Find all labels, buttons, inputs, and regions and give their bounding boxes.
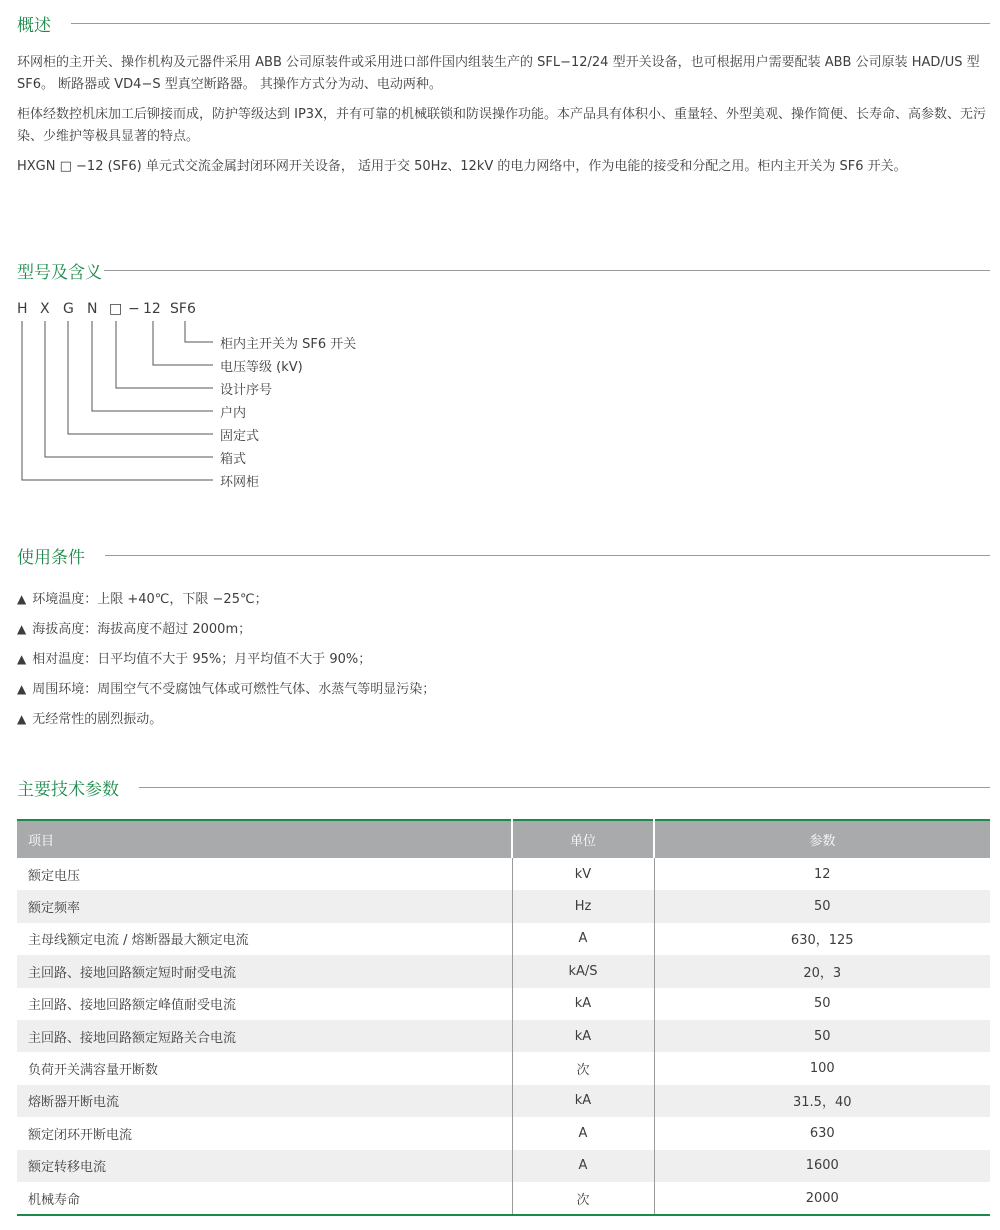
table-header-row [17, 820, 990, 858]
cell-item: 机械寿命 [28, 1192, 81, 1208]
model-code-dash: − [128, 301, 140, 317]
triangle-bullet-icon: ▲ [17, 682, 27, 696]
cell-item: 主回路、接地回路额定峰值耐受电流 [28, 998, 237, 1014]
table-row [17, 1117, 990, 1149]
section-divider [139, 787, 990, 788]
params-table [17, 819, 990, 1216]
cell-item: 额定闭环开断电流 [28, 1127, 133, 1143]
cell-value: 31.5，40 [654, 1085, 990, 1117]
cell-item: 额定电压 [28, 868, 81, 884]
cell-item: 主回路、接地回路额定短时耐受电流 [17, 955, 512, 987]
model-code-x: X [40, 301, 50, 317]
model-code-sf6: SF6 [170, 301, 196, 317]
model-code-voltage: 12 [143, 301, 161, 317]
section-title-overview: 概述 [17, 15, 51, 36]
cell-item: 负荷开关满容量开断数 [28, 1063, 159, 1079]
model-meaning-fixed: 固定式 [220, 429, 260, 444]
list-item [17, 704, 435, 734]
section-title-conditions: 使用条件 [17, 547, 85, 568]
cell-item: 主回路、接地回路额定短路关合电流 [17, 1020, 512, 1052]
list-item [17, 674, 435, 704]
section-header-params [17, 775, 990, 799]
triangle-bullet-icon: ▲ [17, 652, 27, 666]
table-row [17, 1020, 990, 1052]
cell-value: 100 [809, 1061, 835, 1077]
table-row [17, 1182, 990, 1215]
model-diagram [0, 0, 400, 500]
cell-item: 主母线额定电流 / 熔断器最大额定电流 [28, 933, 249, 949]
cell-unit: kV [512, 858, 654, 890]
model-meaning-indoor: 户内 [220, 406, 247, 421]
cell-unit: kA [512, 1085, 654, 1117]
model-meaning-sf6: 柜内主开关为 SF6 开关 [220, 337, 357, 352]
cell-value: 630 [809, 1125, 835, 1141]
model-meaning-box: 箱式 [220, 452, 247, 467]
conditions-list [17, 584, 435, 734]
model-code-design-box: □ [109, 301, 123, 317]
table-row [17, 858, 990, 890]
cell-unit: A [512, 1150, 654, 1182]
overview-paragraph-2: 柜体经数控机床加工后铆接而成，防护等级达到 IP3X，并有可靠的机械联锁和防误操作功能。本产品具有体积小、重量轻、外型美观、操作简便、长寿命、高参数、无污染、少维护等极具显著的特点。 [17, 107, 986, 144]
header-unit: 单位 [512, 820, 654, 858]
condition-text: 海拔高度：海拔高度不超过 2000m； [32, 622, 252, 637]
cell-item: 额定转移电流 [17, 1150, 512, 1182]
cell-unit: 次 [512, 1182, 654, 1215]
cell-value: 50 [654, 890, 990, 922]
table-row [17, 988, 990, 1020]
cell-value: 12 [813, 866, 831, 882]
triangle-bullet-icon: ▲ [17, 622, 27, 636]
condition-text: 相对温度：日平均值不大于 95%；月平均值不大于 90%； [32, 652, 372, 667]
cell-value: 20，3 [654, 955, 990, 987]
model-meaning-design: 设计序号 [220, 383, 273, 398]
overview-paragraph-3: HXGN □ −12 (SF6) 单元式交流金属封闭环网开关设备， 适用于交 50Hz、12kV 的电力网络中，作为电能的接受和分配之用。柜内主开关为 SF6 开关。 [17, 159, 907, 174]
cell-value: 50 [813, 996, 831, 1012]
section-header-conditions [17, 543, 990, 567]
model-meaning-ring-main: 环网柜 [220, 475, 260, 490]
cell-item: 额定频率 [17, 890, 512, 922]
model-meaning-voltage: 电压等级 (kV) [220, 360, 303, 375]
model-code-n: N [87, 301, 98, 317]
cell-unit: kA [512, 988, 654, 1020]
cell-value: 2000 [805, 1190, 839, 1206]
list-item [17, 584, 435, 614]
header-value: 参数 [654, 820, 990, 858]
condition-text: 无经常性的剧烈振动。 [32, 712, 163, 727]
section-title-params: 主要技术参数 [17, 779, 119, 800]
table-row [17, 890, 990, 922]
cell-item: 熔断器开断电流 [17, 1085, 512, 1117]
cell-unit: kA/S [512, 955, 654, 987]
condition-text: 环境温度：上限 +40℃，下限 −25℃； [32, 592, 268, 607]
table-row [17, 1052, 990, 1084]
cell-value: 630，125 [790, 933, 854, 949]
table-row [17, 1085, 990, 1117]
list-item [17, 644, 435, 674]
model-code-h: H [17, 301, 28, 317]
cell-unit: kA [512, 1020, 654, 1052]
table-row [17, 955, 990, 987]
section-title-model: 型号及含义 [17, 262, 102, 283]
triangle-bullet-icon: ▲ [17, 592, 27, 606]
triangle-bullet-icon: ▲ [17, 712, 27, 726]
list-item [17, 614, 435, 644]
cell-unit: 次 [512, 1052, 654, 1084]
model-code-g: G [63, 301, 74, 317]
cell-value: 50 [654, 1020, 990, 1052]
cell-value: 1600 [654, 1150, 990, 1182]
table-row [17, 1150, 990, 1182]
cell-unit: A [512, 923, 654, 955]
model-connector-lines [0, 0, 400, 500]
section-divider [105, 555, 990, 556]
overview-paragraph-1: 环网柜的主开关、操作机构及元器件采用 ABB 公司原装件或采用进口部件国内组装生产的 SFL−12/24 型开关设备，也可根据用户需要配装 ABB 公司原装 HAD/US 型 SF6。 断路器或 VD4−S 型真空断路器。 其操作方式分为动、电动两种。 [17, 55, 980, 92]
condition-text: 周围环境：周围空气不受腐蚀气体或可燃性气体、水蒸气等明显污染； [32, 682, 436, 697]
cell-unit: A [512, 1117, 654, 1149]
table-row [17, 923, 990, 955]
cell-unit: Hz [512, 890, 654, 922]
header-item: 项目 [17, 820, 512, 858]
